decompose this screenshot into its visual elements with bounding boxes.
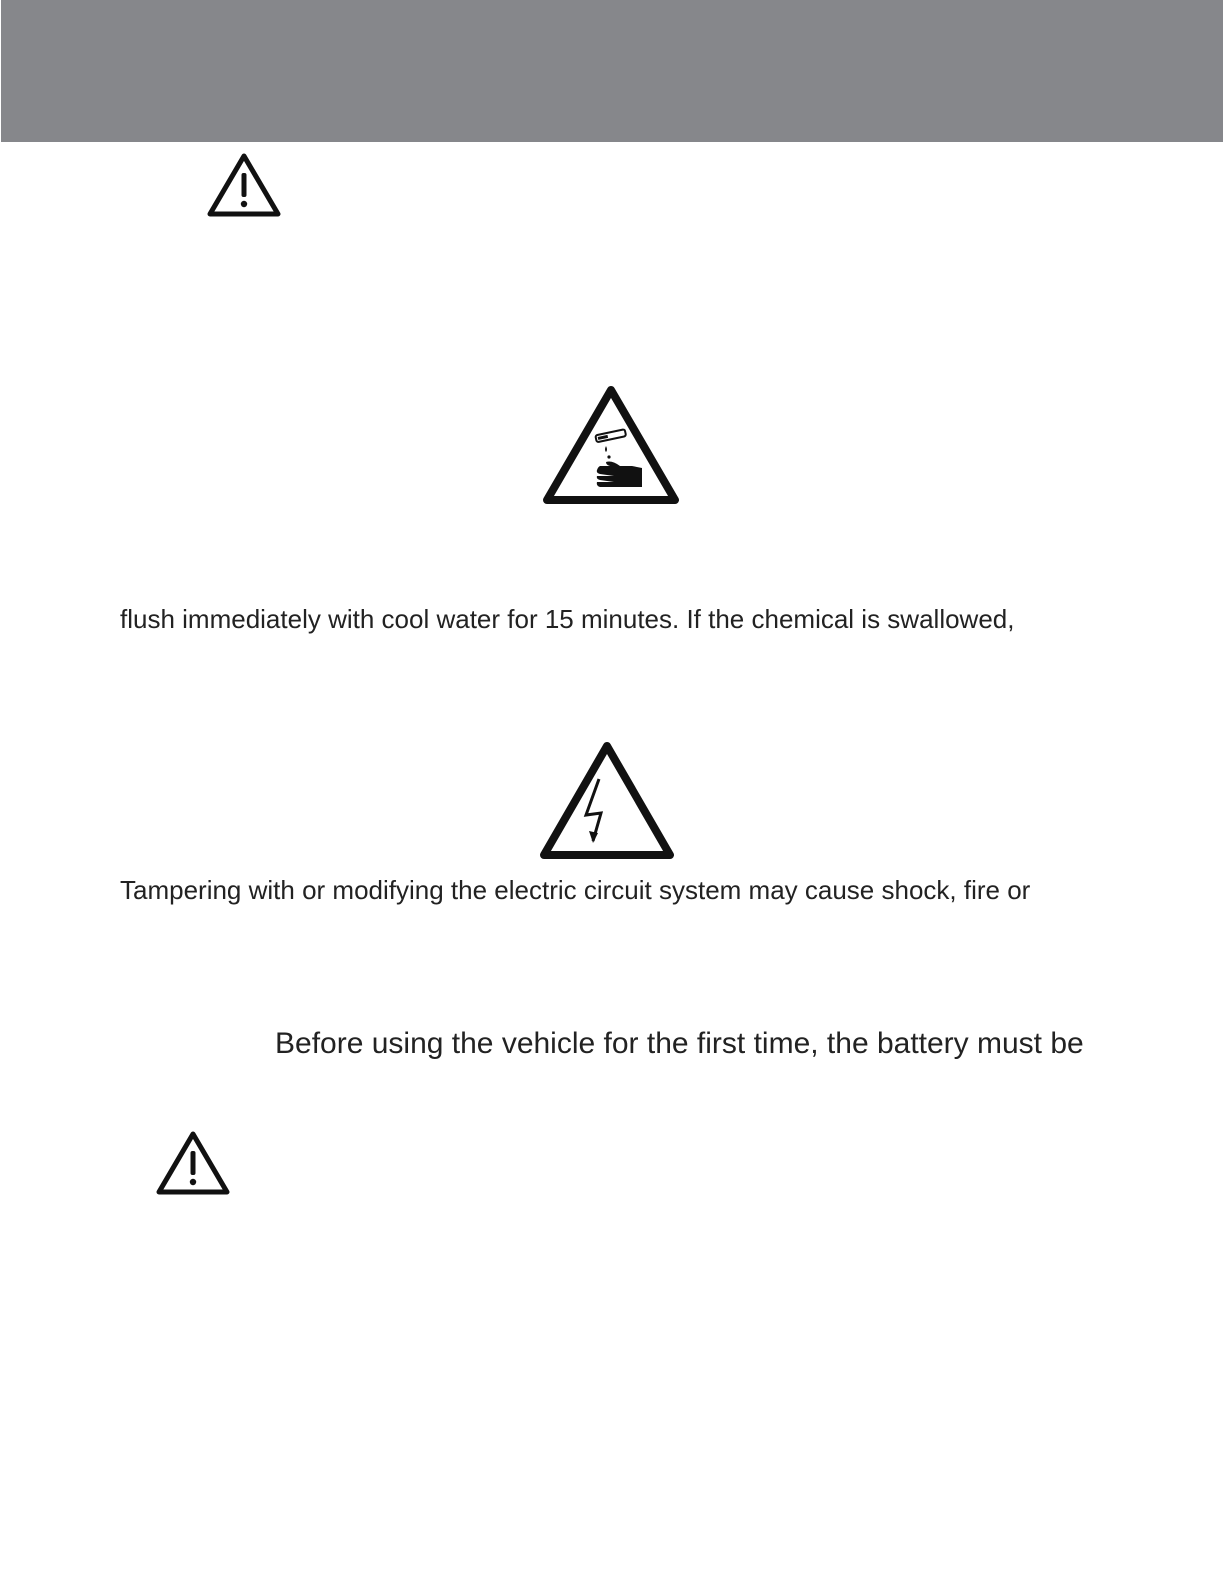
battery-charging-text: Before using the vehicle for the first time, the battery must be	[275, 1027, 1084, 1060]
corrosive-hazard-icon	[540, 382, 682, 508]
electric-hazard-icon	[537, 739, 677, 863]
warning-triangle-icon	[155, 1128, 231, 1196]
warning-triangle-icon	[206, 150, 282, 218]
header-band	[1, 0, 1223, 142]
corrosive-warning-text: flush immediately with cool water for 15 minutes. If the chemical is swallowed,	[120, 604, 1015, 634]
electric-warning-text: Tampering with or modifying the electric circuit system may cause shock, fire or	[120, 875, 1031, 905]
